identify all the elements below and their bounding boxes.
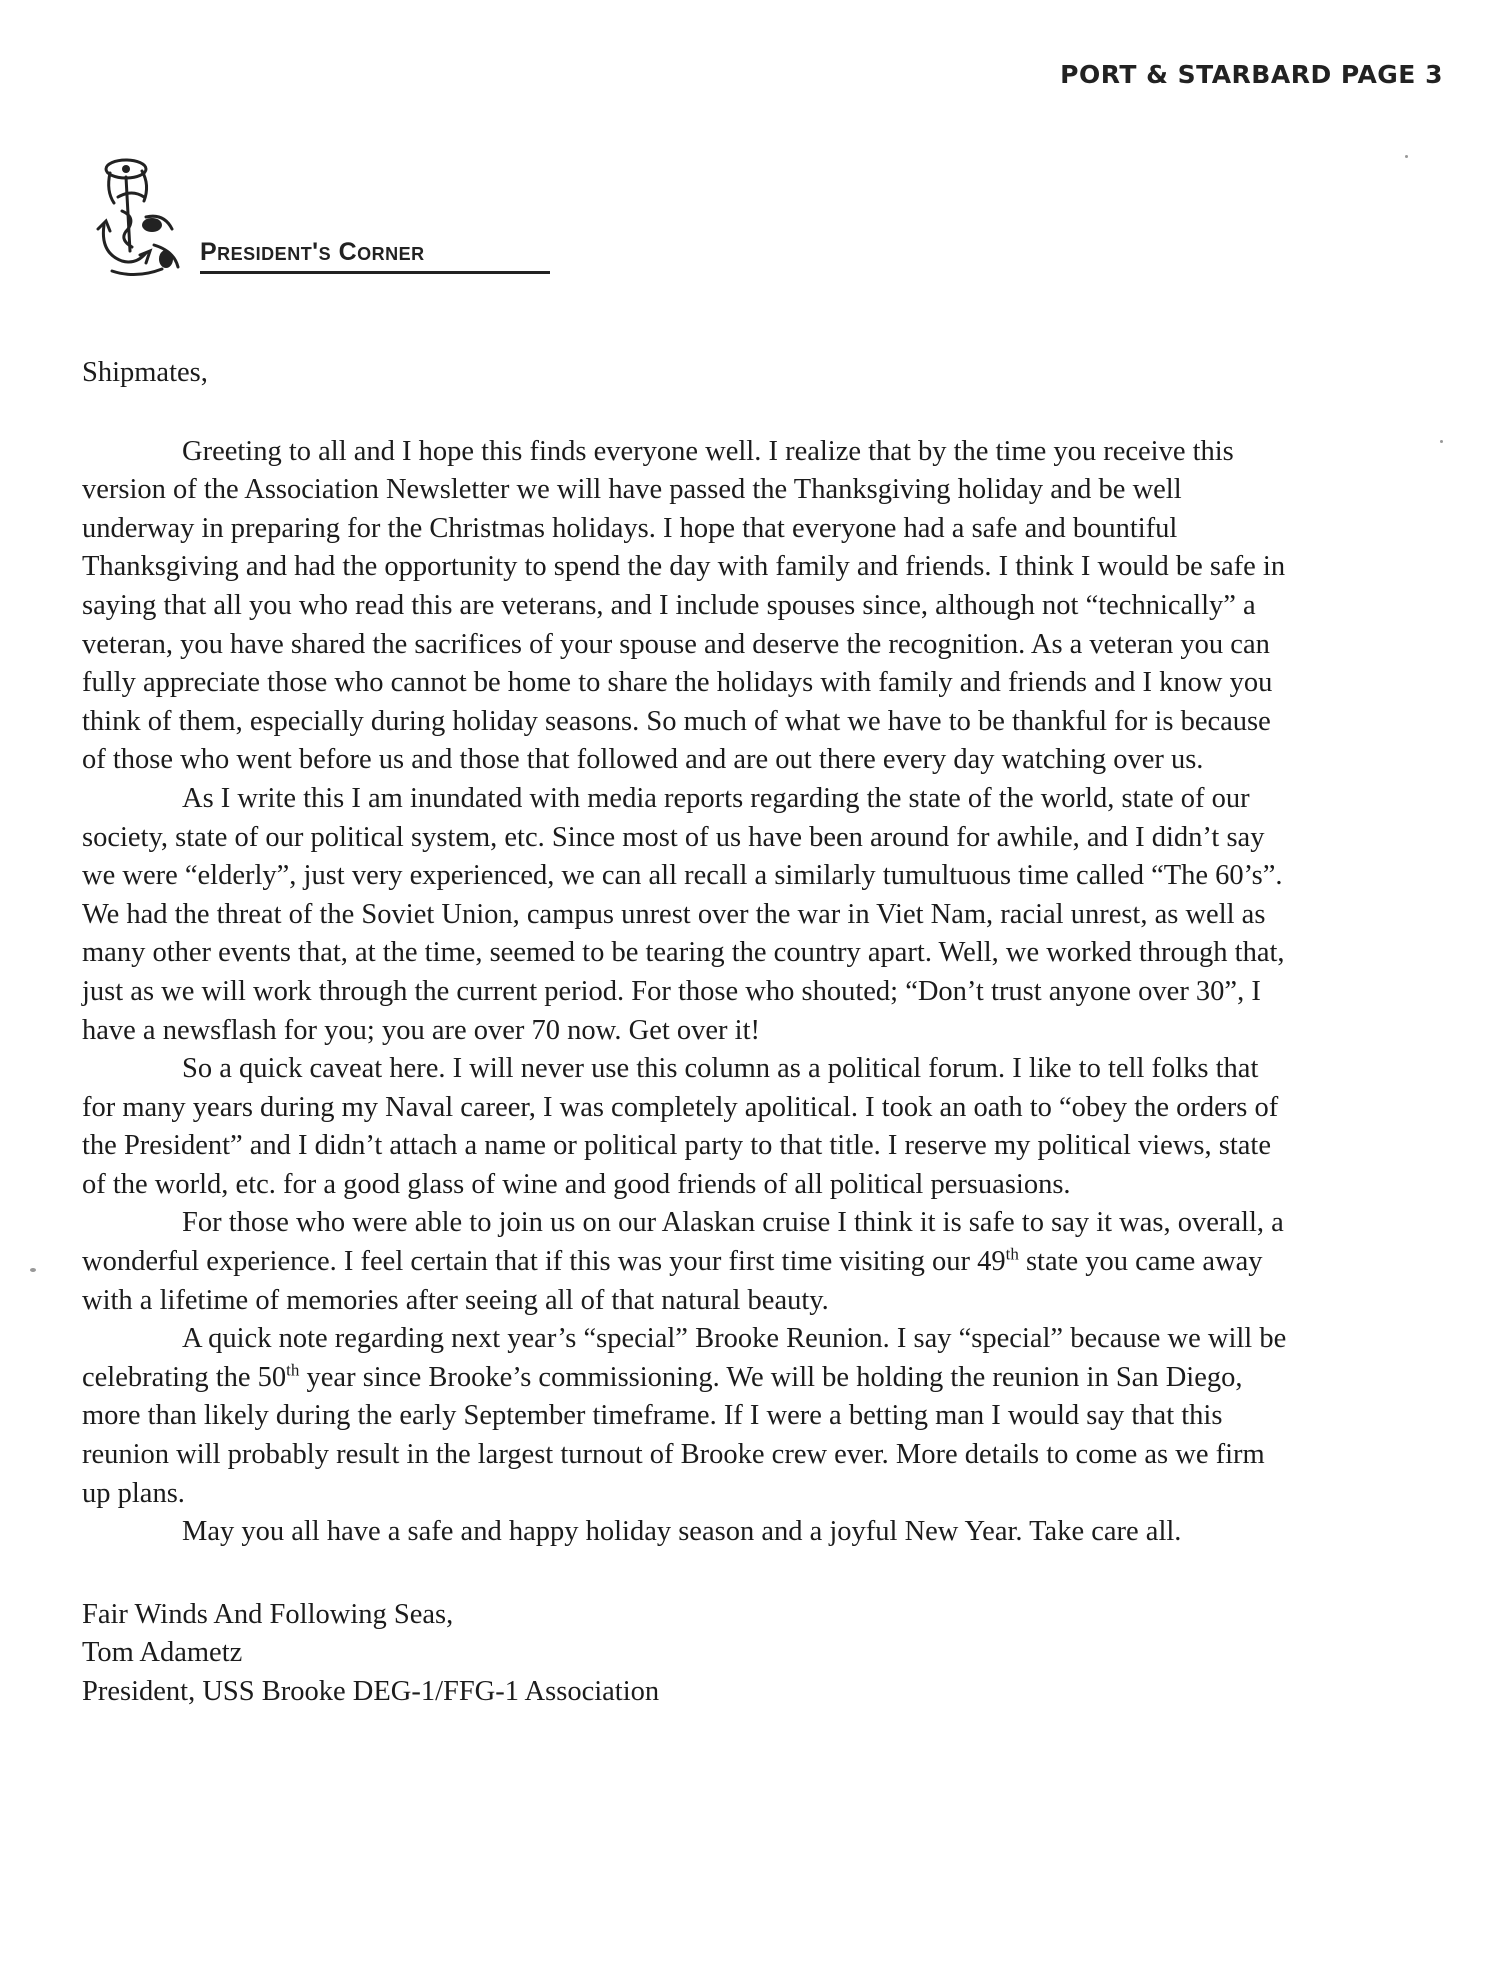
paragraph-3: So a quick caveat here. I will never use this column as a political forum. I like to tell folks that for many years during my Naval career, I was completely apolitical. I took an oath to “obey the orders of the President” and I didn’t attach a name or political party to that title. I reserve my political views, state of the world, etc. for a good glass of wine and good friends of all political persuasions.	[82, 1053, 1279, 1200]
paragraph-1: Greeting to all and I hope this finds everyone well. I realize that by the time you receive this version of the Association Newsletter we will have passed the Thanksgiving holiday and be well underway in preparing for the Christmas holidays. I hope that everyone had a safe and bountiful Thanksgiving and had the opportunity to spend the day with family and friends. I think I would be safe in saying that all you who read this are veterans, and I include spouses since, although not “technically” a veteran, you have shared the sacrifices of your spouse and deserve the recognition. As a veteran you can fully appreciate those who cannot be home to share the holidays with family and friends and I know you think of them, especially during holiday seasons. So much of what we have to be thankful for is because of those who went before us and those that followed and are out there every day watching over us.	[82, 435, 1286, 776]
anchor-emblem-icon	[92, 155, 184, 283]
title-underline	[200, 271, 550, 274]
paragraph-4-text-a: For those who were able to join us on our Alaskan cruise I think it is safe to say it was, overall, a wonderful experience. I feel certain that if this was your first time visiting our 49	[82, 1207, 1284, 1278]
letter-body	[82, 354, 1292, 1712]
salutation: Shipmates,	[82, 357, 208, 388]
paragraph-5-text-a: A quick note regarding next year’s “special” Brooke Reunion. I say “special” because we will be celebrating the 50	[82, 1323, 1287, 1393]
paragraph-6: May you all have a safe and happy holiday season and a joyful New Year. Take care all.	[182, 1516, 1182, 1548]
scan-speck	[1440, 440, 1443, 443]
signer-name: Tom Adametz	[82, 1637, 243, 1669]
page-header: PORT & STARBARD PAGE 3	[1060, 60, 1443, 89]
scan-speck	[1405, 155, 1408, 158]
paragraph-5	[82, 1320, 1292, 1513]
paragraph-4-text-b: state you came away with a lifetime of memories after seeing all of that natural beauty.	[82, 1246, 1263, 1316]
ordinal-suffix: th	[1005, 1244, 1019, 1264]
signer-title: President, USS Brooke DEG-1/FFG-1 Association	[82, 1676, 660, 1707]
closing-line: Fair Winds And Following Seas,	[82, 1598, 454, 1630]
paragraph-4	[82, 1204, 1292, 1320]
signoff	[82, 1596, 1292, 1712]
section-title: President's Corner	[200, 238, 425, 266]
paragraph-2: As I write this I am inundated with media reports regarding the state of the world, state of our society, state of our political system, etc. Since most of us have been around for awhile, and I didn’t say we were “elderly”, just very experienced, we can all recall a similarly tumultuous time called “The 60’s”. We had the threat of the Soviet Union, campus unrest over the war in Viet Nam, racial unrest, as well as many other events that, at the time, seemed to be tearing the country apart. Well, we worked through that, just as we will work through the current period. For those who shouted; “Don’t trust anyone over 30”, I have a newsflash for you; you are over 70 now. Get over it!	[82, 782, 1285, 1046]
paragraph-5-text-b: year since Brooke’s commissioning. We will be holding the reunion in San Diego, more than likely during the early September timeframe. If I were a betting man I would say that this reunion will probably result in the largest turnout of Brooke crew ever. More details to come as we firm up plans.	[82, 1361, 1265, 1509]
scan-speck	[30, 1268, 36, 1272]
ordinal-suffix: th	[286, 1360, 300, 1380]
